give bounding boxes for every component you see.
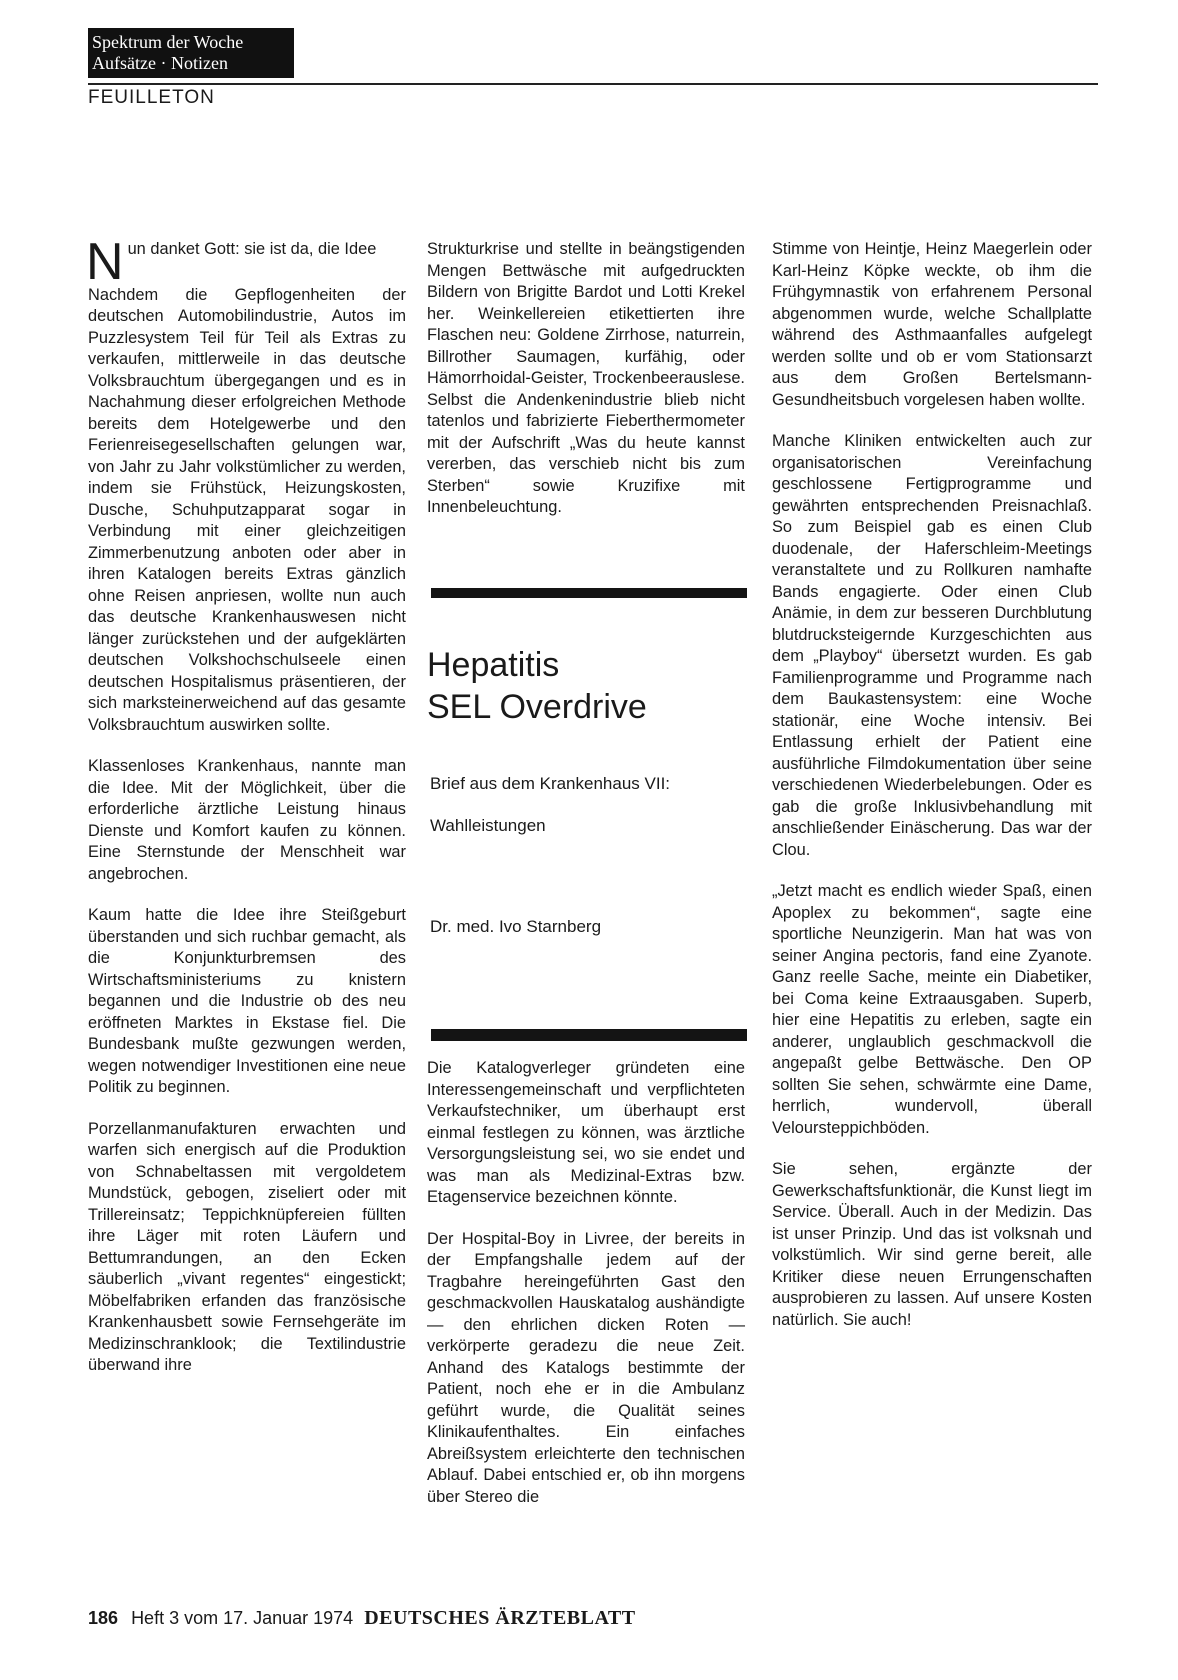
paragraph: Manche Kliniken entwickelten auch zur organisatorischen Vereinfachung geschlossene Fertigprogramme und gewährten entsprechenden Preisnachlaß. So zum Beispiel gab es einen Club duodenale, der Haferschleim-Meetings veranstaltete und zu Rollkuren namhafte Bands engagierte. Oder einen Club Anämie, in dem zur besseren Durchblutung blutdrucksteigernde Kurzgeschichten aus dem „Playboy“ übersetzt wurden. Es gab Familienprogramme und Programme nach dem Baukastensystem: eine Woche stationär, eine Woche intensiv. Bei Entlassung erhielt der Patient eine ausführliche Filmdokumentation über seine verschiedenen Wiederbelebungen. Oder es gab die große Inklusivbehandlung mit anschließender Einäscherung. Das war der Clou.	[772, 432, 1092, 859]
paragraph: Nachdem die Gepflogenheiten der deutschen Automobilindustrie, Autos im Puzzlesystem Teil für Teil als Extras zu verkaufen, mittlerweile in das deutsche Volksbrauchtum übergegangen und es in Nachahmung dieser erfolgreichen Methode bereits dem Hotelgewerbe und den Ferienreisegesellschaften gelungen war, von Jahr zu Jahr volkstümlicher zu werden, indem sie Frühstück, Heizungskosten, Dusche, Schuhputzapparat sogar in Verbindung mit einer gleichzeitigen Zimmerbenutzung anboten oder aber in ihren Katalogen bereits Extras gänzlich ohne Reisen anpriesen, wollte nun auch das deutsche Krankenhauswesen nicht länger zurückstehen und der aufgeklärten deutschen Volkshochschulseele einen deutschen Hospitalismus präsentieren, der sich marksteinerweichend auf das gesamte Volksbrauchtum auswirken sollte.	[88, 285, 406, 734]
divider-bar	[431, 1029, 747, 1041]
paragraph: Porzellanmanufakturen erwachten und warfen sich energisch auf die Produktion von Schnabeltassen mit vergoldetem Mundstück, gebogen, ziseliert oder mit Trillereinsatz; Teppichknüpfereien füllten ihre Läger mit roten Läufern und Bettumrandungen, an den Ecken säuberlich „vivant regentes“ eingestickt; Möbelfabriken erfanden das französische Krankenhausbett sowie Fernsehgeräte im Medizinschranklook; die Textilindustrie überwand ihre	[88, 1119, 406, 1374]
paragraph: Stimme von Heintje, Heinz Maegerlein oder Karl-Heinz Köpke weckte, ob ihm die Frühgymnastik von erfahrenem Personal abgenommen wurde, welche Schallplatte während des Asthmaanfalles aufgelegt werden sollte und ob er vom Stationsarzt aus dem Großen Bertelsmann-Gesundheitsbuch vorgelesen haben wollte.	[772, 240, 1092, 409]
dropcap: N	[86, 233, 124, 291]
page-number: 186	[88, 1608, 119, 1628]
article-title	[427, 644, 647, 728]
subtitle: Brief aus dem Krankenhaus VII:	[430, 774, 671, 793]
column-2-top	[427, 239, 745, 539]
page-footer	[88, 1607, 636, 1630]
paragraph: Strukturkrise und stellte in beängstigenden Mengen Bettwäsche mit aufgedruckten Bildern von Brigitte Bardot und Lotti Krekel her. Weinkellereien etikettierten ihre Flaschen neu: Goldene Zirrhose, naturrein, Billrother Saumagen, kurfähig, oder Hämorrhoidal-Geister, Trockenbeerauslese. Selbst die Andenkenindustrie blieb nicht tatenlos und fabrizierte Fieberthermometer mit der Aufschrift „Was du heute kannst vererben, das verschieb nicht bis zum Sterben“ sowie Kruzifixe mit Innenbeleuchtung.	[427, 240, 745, 516]
issue-info: Heft 3 vom 17. Januar 1974	[131, 1608, 354, 1628]
magazine-name: DEUTSCHES ÄRZTEBLATT	[364, 1607, 636, 1629]
subtitle-topic: Wahlleistungen	[430, 816, 546, 835]
paragraph: „Jetzt macht es endlich wieder Spaß, einen Apoplex zu bekommen“, sagte eine sportliche Neunzigerin. Man hat was von seiner Angina pectoris, fand eine Zyanote. Ganz reelle Sache, meinte ein Diabetiker, bei Coma keine Extraausgaben. Superb, hier eine Hepatitis zu erleben, sagte ein anderer, unglaublich geschmackvoll die angepaßt gelbe Bettwäsche. Den OP sollten Sie sehen, schwärmte eine Dame, herrlich, wundervoll, überall Veloursteppichböden.	[772, 882, 1092, 1137]
title-line-1: Hepatitis	[427, 646, 560, 684]
paragraph: Kaum hatte die Idee ihre Steißgeburt überstanden und sich ruchbar gemacht, als die Konjunkturbremsen des Wirtschaftsministeriums zu knistern begannen und die Industrie ob des neu eröffneten Marktes in Ekstase fiel. Die Bundesbank mußte gezwungen werden, wegen notwendiger Investitionen eine neue Politik zu beginnen.	[88, 906, 406, 1096]
paragraph: Die Katalogverleger gründeten eine Interessengemeinschaft und verpflichteten Verkaufstechniker, um überhaupt erst einmal festlegen zu können, was ärztliche Versorgungsleistung sei, wo sie endet und was man als Medizinal-Extras bzw. Etagenservice bezeichnen könnte.	[427, 1059, 745, 1206]
column-3	[772, 239, 1092, 1351]
paragraph: Sie sehen, ergänzte der Gewerkschaftsfunktionär, die Kunst liegt im Service. Überall. Auch in der Medizin. Das ist unser Prinzip. Und das ist volksnah und volkstümlich. Wir sind gerne bereit, alle Kritiker diese neuen Errungenschaften ausprobieren zu lassen. Auf unsere Kosten natürlich. Sie auch!	[772, 1160, 1092, 1329]
column-1	[86, 233, 406, 1397]
rubric-header-box	[88, 28, 294, 78]
rubric-line-1: Spektrum der Woche	[92, 32, 244, 52]
paragraph: Klassenloses Krankenhaus, nannte man die Idee. Mit der Möglichkeit, über die erforderliche ärztliche Leistung hinaus Dienste und Komfort kaufen zu können. Eine Sternstunde der Menschheit war angebrochen.	[88, 757, 406, 883]
intro-paragraph	[86, 233, 406, 291]
divider-bar	[431, 588, 747, 598]
section-label: FEUILLETON	[88, 87, 215, 108]
author-byline: Dr. med. Ivo Starnberg	[430, 917, 602, 936]
paragraph: Der Hospital-Boy in Livree, der bereits in der Empfangshalle jedem auf der Tragbahre hereingeführten Gast den geschmackvollen Hauskatalog aushändigte — den ehrlichen dicken Roten — verkörperte geradezu die neue Zeit. Anhand des Katalogs bestimmte der Patient, noch ehe er in die Ambulanz geführt wurde, die Qualität seines Klinikaufenthaltes. Ein einfaches Abreißsystem erleichterte den technischen Ablauf. Dabei entschied er, ob ihn morgens über Stereo die	[427, 1229, 745, 1506]
top-rule	[88, 83, 1098, 85]
intro-text: un danket Gott: sie ist da, die Idee	[127, 240, 377, 258]
column-2-bottom	[427, 1058, 745, 1528]
rubric-line-2: Aufsätze · Notizen	[92, 53, 228, 73]
title-line-2: SEL Overdrive	[427, 688, 647, 726]
